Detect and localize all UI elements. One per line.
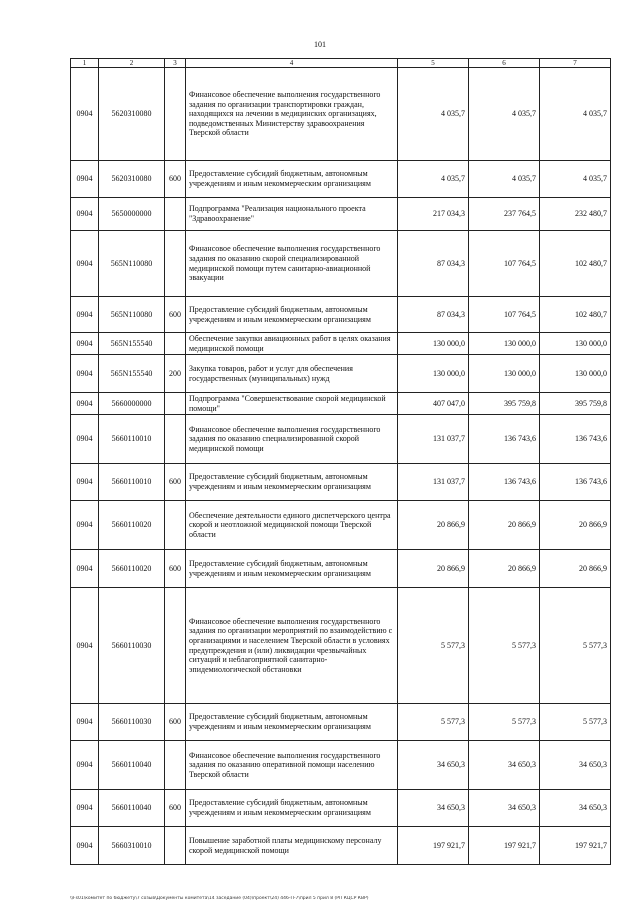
section-code-cell: 0904 xyxy=(71,161,99,198)
amount-year-3-cell: 20 866,9 xyxy=(540,501,611,550)
target-code-cell: 5660110020 xyxy=(99,550,165,588)
amount-year-3-cell: 130 000,0 xyxy=(540,355,611,393)
section-code-cell: 0904 xyxy=(71,550,99,588)
amount-year-1-cell: 131 037,7 xyxy=(398,464,469,501)
expense-type-cell xyxy=(165,415,186,464)
amount-year-1-cell: 131 037,7 xyxy=(398,415,469,464)
amount-year-3-cell: 232 480,7 xyxy=(540,198,611,231)
expense-type-cell xyxy=(165,827,186,865)
item-name-cell: Финансовое обеспечение выполнения государственного задания по организации мероприятий по взаимодействию с организациями и населением Тверской области в условиях предупреждения и (или) ликвидации чрезвычайных ситуаций и неблагоприятной санитарно-эпидемиологической обстановки xyxy=(186,588,398,704)
amount-year-1-cell: 20 866,9 xyxy=(398,550,469,588)
column-header: 6 xyxy=(469,59,540,68)
amount-year-1-cell: 130 000,0 xyxy=(398,333,469,355)
table-row xyxy=(71,161,611,198)
amount-year-1-cell: 407 047,0 xyxy=(398,393,469,415)
amount-year-2-cell: 5 577,3 xyxy=(469,588,540,704)
expense-type-cell xyxy=(165,198,186,231)
amount-year-2-cell: 237 764,5 xyxy=(469,198,540,231)
item-name-cell: Подпрограмма "Совершенствование скорой медицинской помощи" xyxy=(186,393,398,415)
table-row xyxy=(71,550,611,588)
amount-year-1-cell: 4 035,7 xyxy=(398,161,469,198)
item-name-cell: Предоставление субсидий бюджетным, автономным учреждениям и иным некоммерческим организациям xyxy=(186,464,398,501)
target-code-cell: 5660000000 xyxy=(99,393,165,415)
amount-year-2-cell: 5 577,3 xyxy=(469,704,540,741)
amount-year-2-cell: 4 035,7 xyxy=(469,161,540,198)
expense-type-cell: 600 xyxy=(165,704,186,741)
column-header: 1 xyxy=(71,59,99,68)
item-name-cell: Предоставление субсидий бюджетным, автономным учреждениям и иным некоммерческим организациям xyxy=(186,704,398,741)
amount-year-3-cell: 102 480,7 xyxy=(540,297,611,333)
amount-year-1-cell: 5 577,3 xyxy=(398,588,469,704)
amount-year-1-cell: 130 000,0 xyxy=(398,355,469,393)
amount-year-3-cell: 4 035,7 xyxy=(540,68,611,161)
target-code-cell: 565N110080 xyxy=(99,231,165,297)
target-code-cell: 5660310010 xyxy=(99,827,165,865)
item-name-cell: Повышение заработной платы медицинскому персоналу скорой медицинской помощи xyxy=(186,827,398,865)
amount-year-2-cell: 107 764,5 xyxy=(469,231,540,297)
section-code-cell: 0904 xyxy=(71,393,99,415)
item-name-cell: Закупка товаров, работ и услуг для обеспечения государственных (муниципальных) нужд xyxy=(186,355,398,393)
target-code-cell: 5650000000 xyxy=(99,198,165,231)
table-row xyxy=(71,297,611,333)
amount-year-1-cell: 87 034,3 xyxy=(398,297,469,333)
table-row xyxy=(71,333,611,355)
table-row xyxy=(71,501,611,550)
target-code-cell: 5660110010 xyxy=(99,464,165,501)
section-code-cell: 0904 xyxy=(71,741,99,790)
amount-year-2-cell: 4 035,7 xyxy=(469,68,540,161)
amount-year-3-cell: 5 577,3 xyxy=(540,704,611,741)
item-name-cell: Финансовое обеспечение выполнения государственного задания по организации транспортировки граждан, находящихся на лечении в медицинских организациях, подведомственных Министерству здравоохранения Тверской области xyxy=(186,68,398,161)
amount-year-2-cell: 107 764,5 xyxy=(469,297,540,333)
amount-year-2-cell: 136 743,6 xyxy=(469,415,540,464)
page-number: 101 xyxy=(314,40,326,49)
expense-type-cell xyxy=(165,231,186,297)
expense-type-cell xyxy=(165,741,186,790)
amount-year-2-cell: 20 866,9 xyxy=(469,501,540,550)
item-name-cell: Обеспечение закупки авиационных работ в целях оказания медицинской помощи xyxy=(186,333,398,355)
table-row xyxy=(71,393,611,415)
amount-year-3-cell: 130 000,0 xyxy=(540,333,611,355)
amount-year-3-cell: 197 921,7 xyxy=(540,827,611,865)
amount-year-3-cell: 136 743,6 xyxy=(540,415,611,464)
expense-type-cell: 600 xyxy=(165,297,186,333)
amount-year-2-cell: 395 759,8 xyxy=(469,393,540,415)
column-header: 2 xyxy=(99,59,165,68)
target-code-cell: 5660110040 xyxy=(99,790,165,827)
table-row xyxy=(71,68,611,161)
table-row xyxy=(71,231,611,297)
table-row xyxy=(71,198,611,231)
amount-year-1-cell: 34 650,3 xyxy=(398,790,469,827)
table-row xyxy=(71,464,611,501)
section-code-cell: 0904 xyxy=(71,704,99,741)
amount-year-2-cell: 20 866,9 xyxy=(469,550,540,588)
amount-year-3-cell: 34 650,3 xyxy=(540,741,611,790)
amount-year-3-cell: 5 577,3 xyxy=(540,588,611,704)
amount-year-3-cell: 34 650,3 xyxy=(540,790,611,827)
item-name-cell: Финансовое обеспечение выполнения государственного задания по оказанию скорой специализированной медицинской помощи путем санитарно-авиационной эвакуации xyxy=(186,231,398,297)
amount-year-3-cell: 136 743,6 xyxy=(540,464,611,501)
amount-year-2-cell: 130 000,0 xyxy=(469,355,540,393)
amount-year-1-cell: 4 035,7 xyxy=(398,68,469,161)
target-code-cell: 565N155540 xyxy=(99,355,165,393)
target-code-cell: 5660110020 xyxy=(99,501,165,550)
expense-type-cell xyxy=(165,68,186,161)
target-code-cell: 5620310080 xyxy=(99,161,165,198)
amount-year-2-cell: 136 743,6 xyxy=(469,464,540,501)
section-code-cell: 0904 xyxy=(71,415,99,464)
item-name-cell: Обеспечение деятельности единого диспетчерского центра скорой и неотложной медицинской помощи Тверской области xyxy=(186,501,398,550)
table-row xyxy=(71,704,611,741)
amount-year-1-cell: 5 577,3 xyxy=(398,704,469,741)
amount-year-2-cell: 130 000,0 xyxy=(469,333,540,355)
item-name-cell: Подпрограмма "Реализация национального проекта "Здравоохранение" xyxy=(186,198,398,231)
expense-type-cell xyxy=(165,393,186,415)
amount-year-2-cell: 34 650,3 xyxy=(469,741,540,790)
item-name-cell: Предоставление субсидий бюджетным, автономным учреждениям и иным некоммерческим организациям xyxy=(186,790,398,827)
amount-year-3-cell: 20 866,9 xyxy=(540,550,611,588)
expense-type-cell xyxy=(165,588,186,704)
amount-year-3-cell: 102 480,7 xyxy=(540,231,611,297)
target-code-cell: 5660110030 xyxy=(99,704,165,741)
target-code-cell: 5660110010 xyxy=(99,415,165,464)
table-row xyxy=(71,355,611,393)
item-name-cell: Предоставление субсидий бюджетным, автономным учреждениям и иным некоммерческим организациям xyxy=(186,550,398,588)
section-code-cell: 0904 xyxy=(71,333,99,355)
section-code-cell: 0904 xyxy=(71,355,99,393)
amount-year-1-cell: 20 866,9 xyxy=(398,501,469,550)
amount-year-1-cell: 197 921,7 xyxy=(398,827,469,865)
amount-year-1-cell: 34 650,3 xyxy=(398,741,469,790)
section-code-cell: 0904 xyxy=(71,464,99,501)
table-row xyxy=(71,415,611,464)
expense-type-cell xyxy=(165,333,186,355)
column-header: 4 xyxy=(186,59,398,68)
amount-year-3-cell: 4 035,7 xyxy=(540,161,611,198)
table-row xyxy=(71,588,611,704)
expense-type-cell: 600 xyxy=(165,790,186,827)
section-code-cell: 0904 xyxy=(71,68,99,161)
target-code-cell: 5660110040 xyxy=(99,741,165,790)
section-code-cell: 0904 xyxy=(71,588,99,704)
expense-type-cell: 200 xyxy=(165,355,186,393)
table-row xyxy=(71,827,611,865)
table-body xyxy=(71,68,611,865)
target-code-cell: 565N110080 xyxy=(99,297,165,333)
expense-type-cell: 600 xyxy=(165,161,186,198)
target-code-cell: 5660110030 xyxy=(99,588,165,704)
column-header: 7 xyxy=(540,59,611,68)
section-code-cell: 0904 xyxy=(71,297,99,333)
budget-table xyxy=(70,58,611,865)
expense-type-cell: 600 xyxy=(165,464,186,501)
expense-type-cell: 600 xyxy=(165,550,186,588)
item-name-cell: Предоставление субсидий бюджетным, автономным учреждениям и иным некоммерческим организациям xyxy=(186,297,398,333)
section-code-cell: 0904 xyxy=(71,231,99,297)
amount-year-2-cell: 34 650,3 xyxy=(469,790,540,827)
amount-year-1-cell: 217 034,3 xyxy=(398,198,469,231)
target-code-cell: 565N155540 xyxy=(99,333,165,355)
amount-year-3-cell: 395 759,8 xyxy=(540,393,611,415)
expense-type-cell xyxy=(165,501,186,550)
footer-file-path: \\Fs01\комитет по бюджету\7 созыв\Документы комитета\14 заседание (04)\проект\24) 446-П-7\прил 5 прил 8 (РП КЦСР КВР) xyxy=(70,896,369,901)
target-code-cell: 5620310080 xyxy=(99,68,165,161)
section-code-cell: 0904 xyxy=(71,790,99,827)
amount-year-2-cell: 197 921,7 xyxy=(469,827,540,865)
column-number-row xyxy=(71,59,611,68)
section-code-cell: 0904 xyxy=(71,198,99,231)
column-header: 3 xyxy=(165,59,186,68)
item-name-cell: Финансовое обеспечение выполнения государственного задания по оказанию оперативной помощи населению Тверской области xyxy=(186,741,398,790)
section-code-cell: 0904 xyxy=(71,501,99,550)
table-row xyxy=(71,790,611,827)
item-name-cell: Финансовое обеспечение выполнения государственного задания по оказанию специализированной скорой медицинской помощи xyxy=(186,415,398,464)
amount-year-1-cell: 87 034,3 xyxy=(398,231,469,297)
table-row xyxy=(71,741,611,790)
item-name-cell: Предоставление субсидий бюджетным, автономным учреждениям и иным некоммерческим организациям xyxy=(186,161,398,198)
section-code-cell: 0904 xyxy=(71,827,99,865)
column-header: 5 xyxy=(398,59,469,68)
